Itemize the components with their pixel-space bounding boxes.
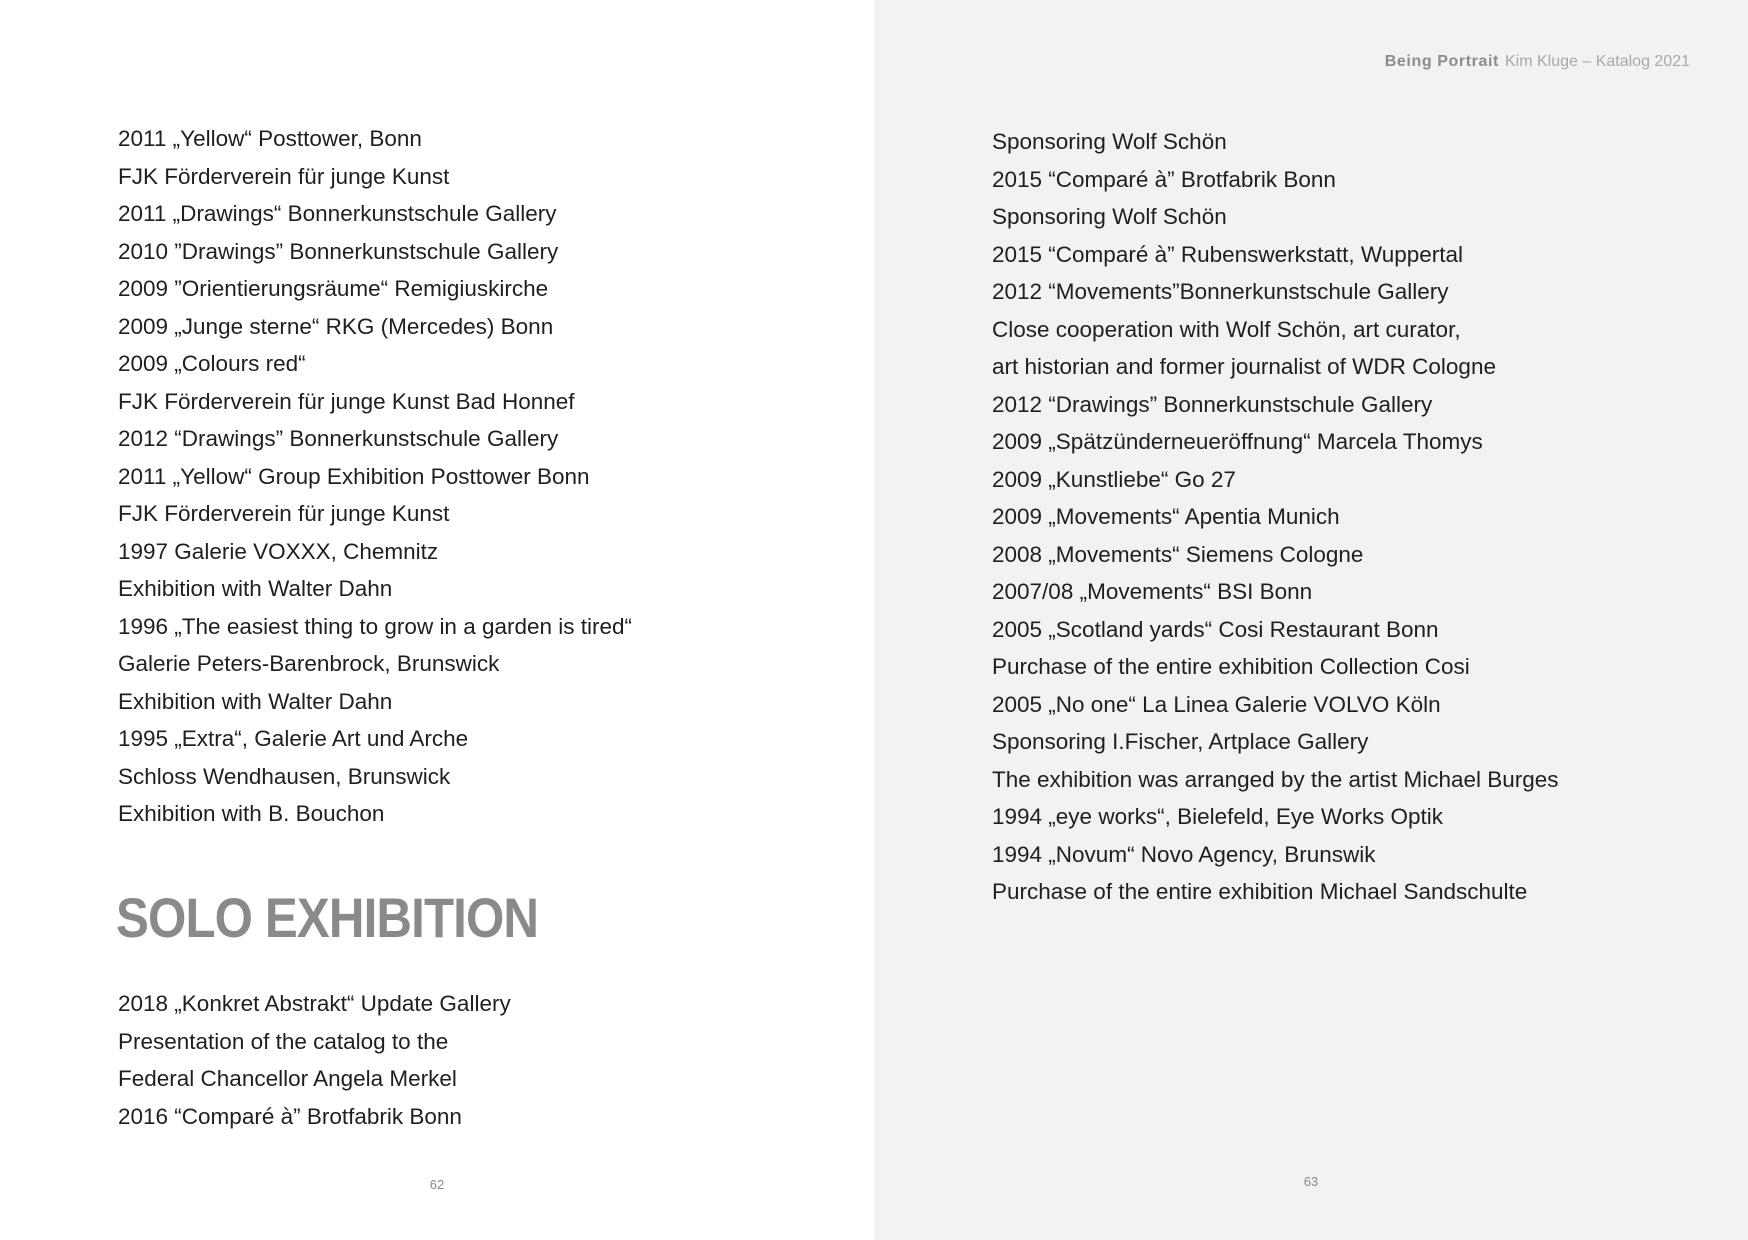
exhibition-entry: 1995 „Extra“, Galerie Art und Arche (118, 726, 469, 751)
exhibition-entry: 2005 „No one“ La Linea Galerie VOLVO Köln (992, 691, 1441, 717)
exhibition-entry: Federal Chancellor Angela Merkel (118, 1066, 457, 1091)
exhibition-entry: 2018 „Konkret Abstrakt“ Update Gallery (118, 991, 511, 1016)
exhibition-entry: 2015 “Comparé à” Brotfabrik Bonn (992, 166, 1336, 192)
exhibition-entry: 1996 „The easiest thing to grow in a garden is tired“ (118, 613, 633, 639)
exhibition-entry: 1994 „eye works“, Bielefeld, Eye Works Optik (992, 804, 1444, 829)
catalog-subtitle: Kim Kluge – Katalog 2021 (1504, 53, 1690, 70)
exhibition-entry: Galerie Peters-Barenbrock, Brunswick (118, 651, 500, 676)
exhibition-entry: 2009 „Spätzünderneueröffnung“ Marcela Thomys (992, 429, 1483, 454)
exhibition-entry: FJK Förderverein für junge Kunst (118, 501, 450, 526)
exhibition-entry: Schloss Wendhausen, Brunswick (118, 763, 451, 789)
exhibition-entry: Sponsoring Wolf Schön (992, 204, 1227, 229)
page-number: 62 (429, 1177, 445, 1192)
running-header (1385, 52, 1690, 72)
exhibition-entry: 1997 Galerie VOXXX, Chemnitz (118, 538, 439, 564)
exhibition-entry: 2009 „Junge sterne“ RKG (Mercedes) Bonn (118, 313, 554, 339)
solo-exhibition-list-continued (992, 123, 1559, 911)
exhibition-entry: 2009 „Kunstliebe“ Go 27 (992, 466, 1236, 492)
exhibition-entry: Sponsoring Wolf Schön (992, 129, 1227, 154)
exhibition-entry: 2009 „Colours red“ (118, 351, 306, 376)
exhibition-entry: 2010 ”Drawings” Bonnerkunstschule Gallery (118, 238, 559, 264)
exhibition-entry: FJK Förderverein für junge Kunst Bad Honnef (118, 388, 575, 414)
exhibition-entry: 2015 “Comparé à” Rubenswerkstatt, Wuppertal (992, 241, 1464, 267)
exhibition-entry: Exhibition with Walter Dahn (118, 688, 393, 714)
right-page (874, 0, 1748, 1240)
exhibition-entry: 2009 „Movements“ Apentia Munich (992, 504, 1340, 529)
exhibition-entry: Sponsoring I.Fischer, Artplace Gallery (992, 729, 1369, 754)
exhibition-entry: 2008 „Movements“ Siemens Cologne (992, 541, 1364, 567)
catalog-title: Being Portrait (1384, 53, 1499, 70)
exhibition-entry: 2012 “Drawings” Bonnerkunstschule Gallery (992, 391, 1433, 417)
page-number: 63 (1303, 1174, 1319, 1189)
exhibition-entry: 2012 “Movements”Bonnerkunstschule Gallery (992, 279, 1449, 304)
exhibition-entry: 2009 ”Orientierungsräume“ Remigiuskirche (118, 276, 549, 301)
exhibition-entry: 2005 „Scotland yards“ Cosi Restaurant Bonn (992, 616, 1439, 642)
exhibition-entry: 2016 “Comparé à” Brotfabrik Bonn (118, 1103, 462, 1129)
exhibition-entry: The exhibition was arranged by the artist Michael Burges (992, 766, 1559, 792)
exhibition-entry: FJK Förderverein für junge Kunst (118, 163, 450, 189)
group-exhibition-list (118, 120, 632, 833)
exhibition-entry: 2007/08 „Movements“ BSI Bonn (992, 579, 1313, 604)
exhibition-entry: 1994 „Novum“ Novo Agency, Brunswik (992, 841, 1376, 867)
exhibition-entry: Close cooperation with Wolf Schön, art curator, (992, 316, 1461, 342)
exhibition-entry: Presentation of the catalog to the (118, 1028, 449, 1054)
section-heading-solo-exhibition: SOLO EXHIBITION (116, 886, 539, 949)
exhibition-entry: Exhibition with Walter Dahn (118, 576, 393, 601)
exhibition-entry: Exhibition with B. Bouchon (118, 801, 385, 826)
exhibition-entry: Purchase of the entire exhibition Collection Cosi (992, 654, 1470, 679)
exhibition-entry: 2011 „Yellow“ Posttower, Bonn (118, 126, 422, 151)
exhibition-entry: 2012 “Drawings” Bonnerkunstschule Gallery (118, 426, 559, 451)
solo-exhibition-list (118, 985, 511, 1135)
exhibition-entry: 2011 „Drawings“ Bonnerkunstschule Gallery (118, 201, 557, 226)
exhibition-entry: Purchase of the entire exhibition Michael Sandschulte (992, 879, 1528, 904)
exhibition-entry: art historian and former journalist of WDR Cologne (992, 354, 1496, 379)
exhibition-entry: 2011 „Yellow“ Group Exhibition Posttower Bonn (118, 463, 590, 489)
